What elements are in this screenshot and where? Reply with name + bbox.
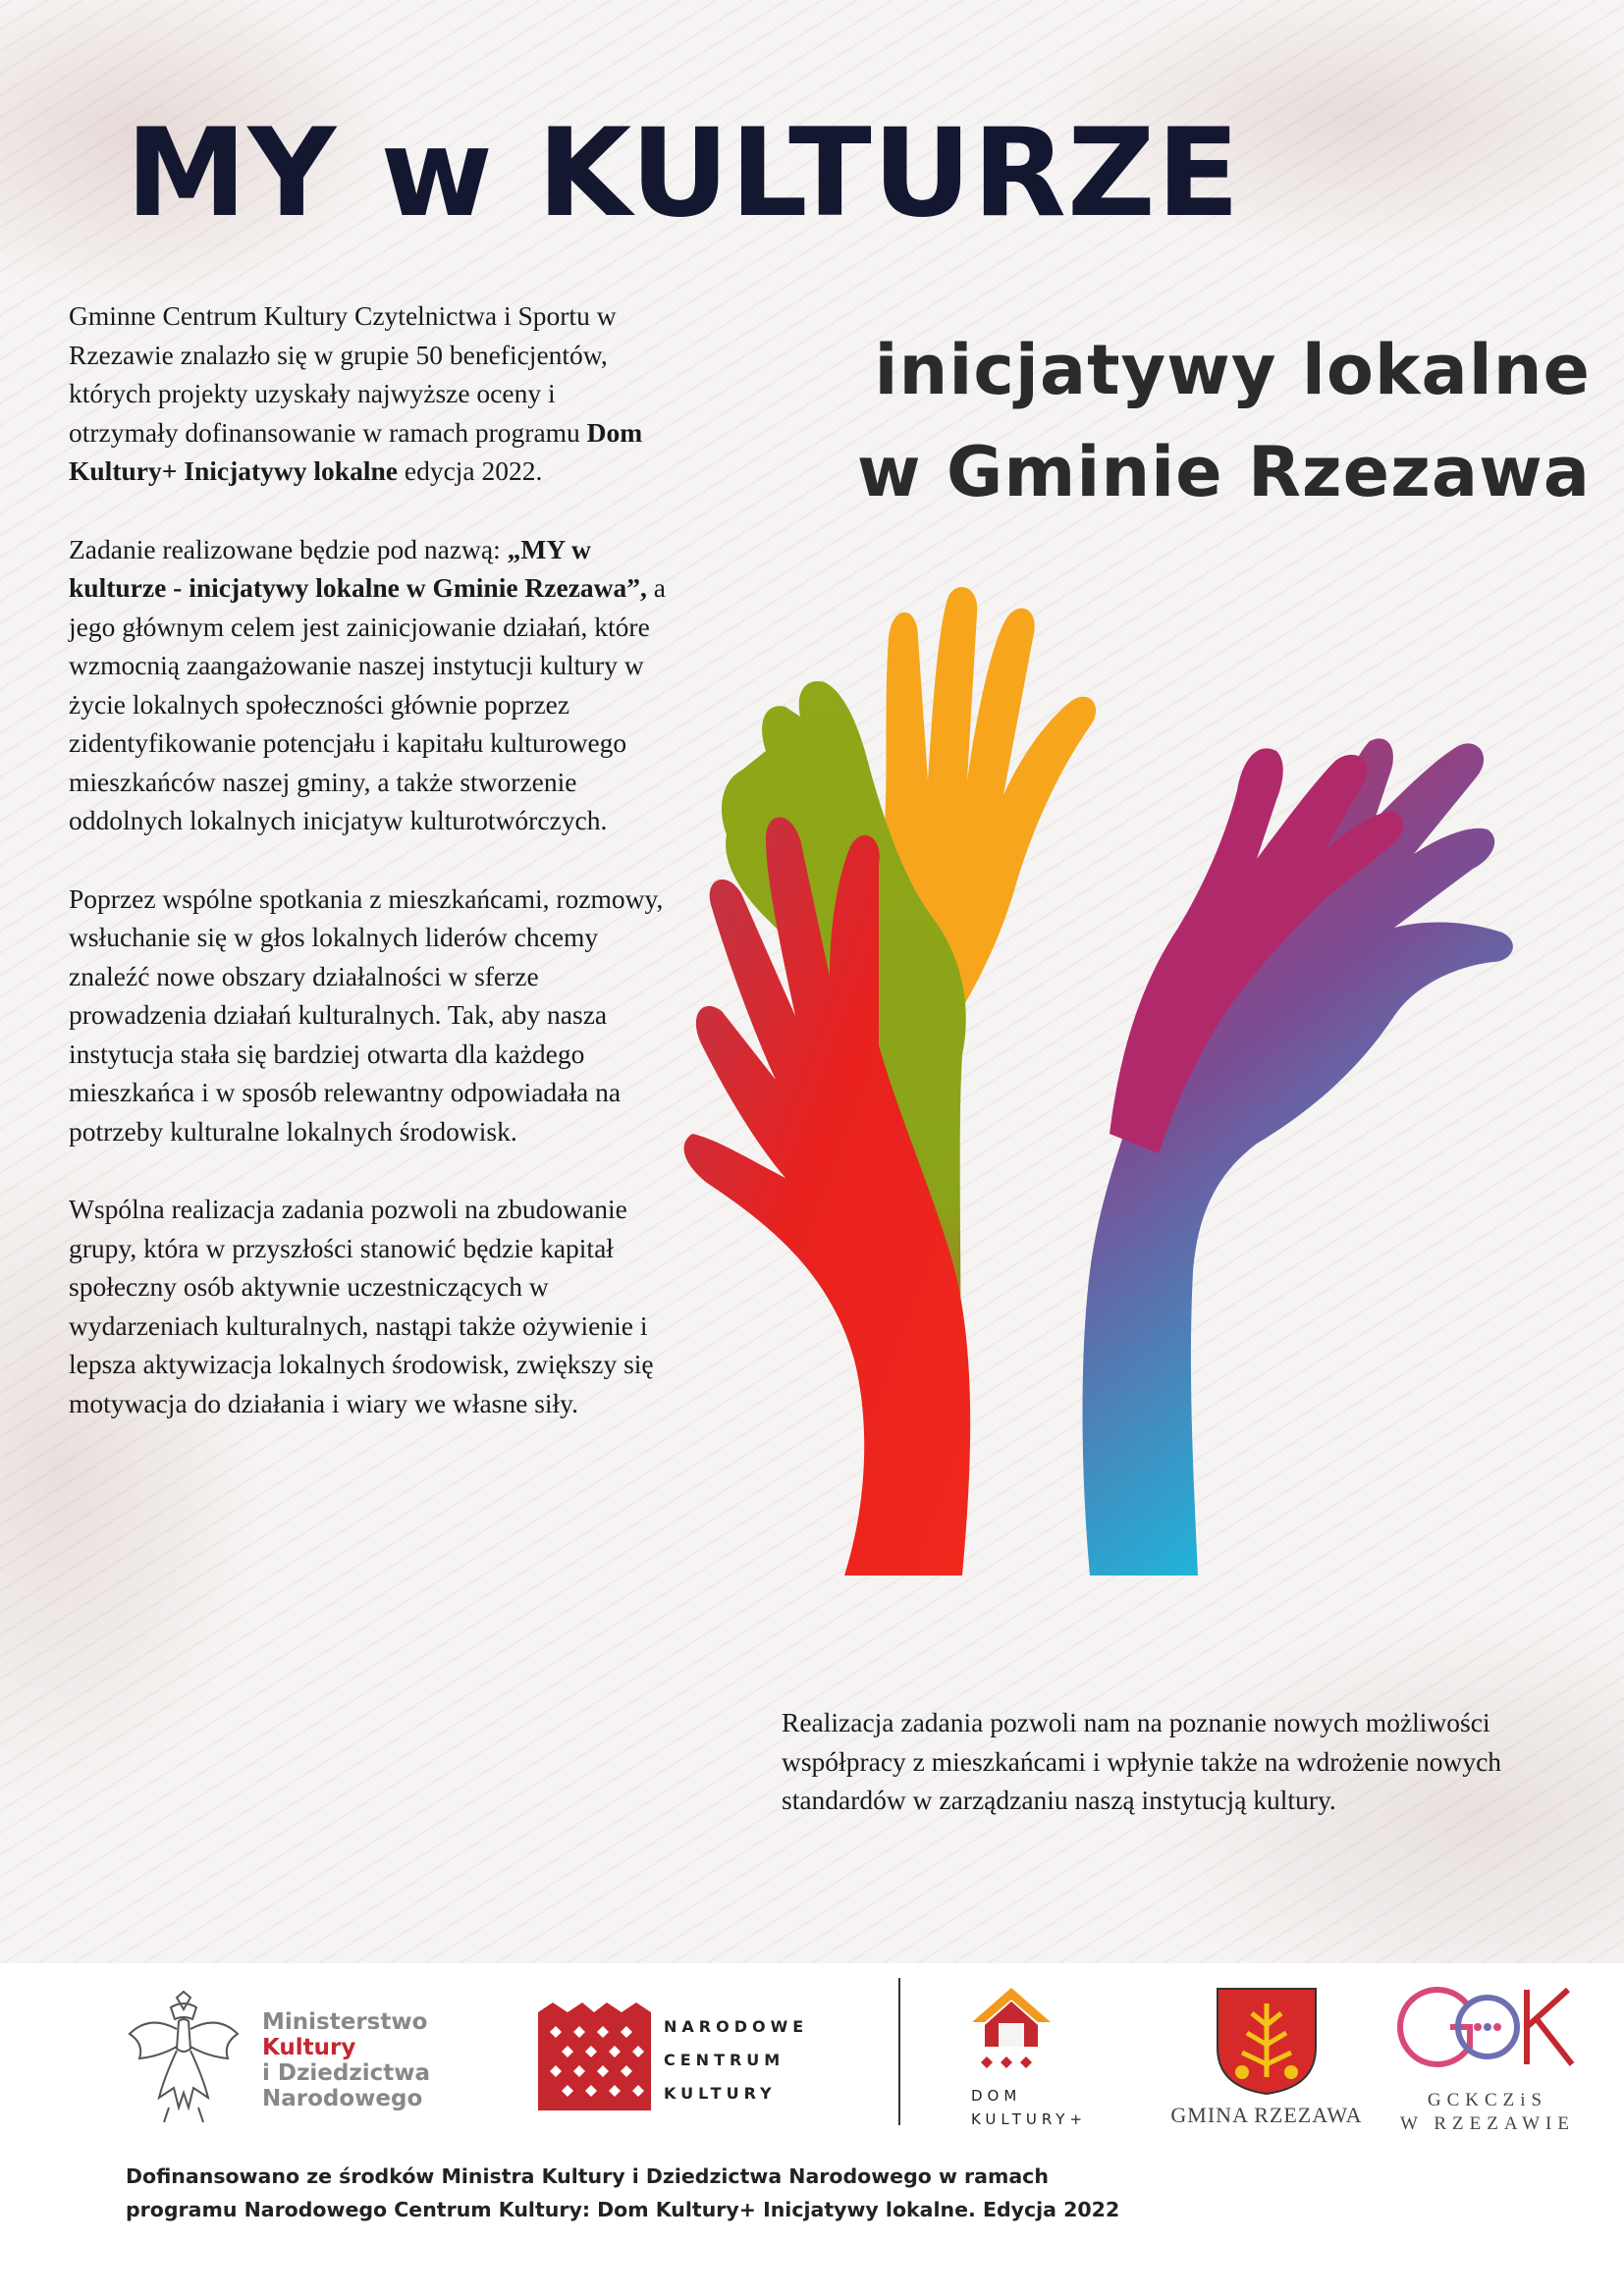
house-icon (967, 1978, 1085, 2076)
subtitle-line-2: w Gminie Rzezawa (856, 432, 1591, 512)
funding-note-line-1: Dofinansowano ze środków Ministra Kultury i Dziedzictwa Narodowego w ramach (126, 2164, 1049, 2188)
dom-kultury-logo (957, 1978, 1154, 2135)
paragraph-group: Wspólna realizacja zadania pozwoli na zbudowanie grupy, która w przyszłości stanowić będzie kapitał społeczny osób aktywnie uczestniczących w wydarzeniach kulturalnych, nastąpi także ożywienie i lepsza aktywizacja lokalnych środowisk, zwiększy się motywacja do działania i wiary we własne siły. (69, 1194, 654, 1418)
paragraph-meetings: Poprzez wspólne spotkania z mieszkańcami, rozmowy, wsłuchanie się w głos lokalnych liderów chcemy znaleźć nowe obszary działalności w sferze prowadzenia działań kulturalnych. Tak, aby nasza instytucja stała się bardziej otwarta dla każdego mieszkańca i w sposób relewantny odpowiadała na potrzeby kulturalne lokalnych środowisk. (69, 882, 664, 1147)
nck-pattern-icon (538, 2002, 651, 2110)
hands-illustration (648, 584, 1591, 1625)
polish-eagle-icon (120, 1990, 247, 2127)
subtitle-line-1: inicjatywy lokalne (874, 330, 1591, 410)
logo-row (0, 1978, 1624, 2145)
paragraph-intro: Gminne Centrum Kultury Czytelnictwa i Sportu w Rzezawie znalazło się w grupie 50 beneficjentów, których projekty uzyskały najwyższe oceny i otrzymały dofinansowanie w ramach programu Dom Kultury+ Inicjatywy lokalne edycja 2022. (69, 300, 643, 486)
gmina-logo (1154, 1978, 1380, 2135)
body-text-column (69, 296, 668, 1462)
nck-name: NARODOWE CENTRUM KULTURY (664, 2017, 809, 2103)
logo-divider (898, 1978, 900, 2125)
funding-note-line-2: programu Narodowego Centrum Kultury: Dom Kultury+ Inicjatywy lokalne. Edycja 2022 (126, 2198, 1120, 2221)
poster-subtitle (677, 319, 1591, 523)
gck-name: GCKCZiS W RZEZAWIE (1400, 2090, 1575, 2134)
coat-of-arms-icon (1213, 1984, 1321, 2097)
gmina-name: GMINA RZEZAWA (1170, 2103, 1363, 2127)
dom-kultury-name: DOM KULTURY+ (971, 2087, 1088, 2128)
funding-note (126, 2160, 1549, 2226)
paragraph-task: Zadanie realizowane będzie pod nazwą: „MY w kulturze - inicjatywy lokalne w Gminie Rzezawa”, a jego głównym celem jest zainicjowanie działań, które wzmocnią zaangażowanie naszej instytucji kultury w życie lokalnych społeczności głównie poprzez zidentyfikowanie potencjału i kapitału kulturowego mieszkańców naszej gminy, a także stworzenie oddolnych lokalnych inicjatyw kulturotwórczych. (69, 533, 666, 835)
nck-logo (538, 2002, 833, 2140)
gck-logo (1389, 1978, 1586, 2145)
ministry-logo (120, 1990, 473, 2127)
closing-paragraph: Realizacja zadania pozwoli nam na poznanie nowych możliwości współpracy z mieszkańcami i wpłynie także na wdrożenie nowych standardów w zarządzaniu naszą instytucją kultury. (782, 1707, 1502, 1815)
ministry-name: Ministerstwo Kultury i Dziedzictwa Narodowego (262, 2009, 430, 2111)
gck-mark-icon (1389, 1978, 1586, 2076)
poster-title: MY w KULTURZE (126, 103, 1241, 244)
